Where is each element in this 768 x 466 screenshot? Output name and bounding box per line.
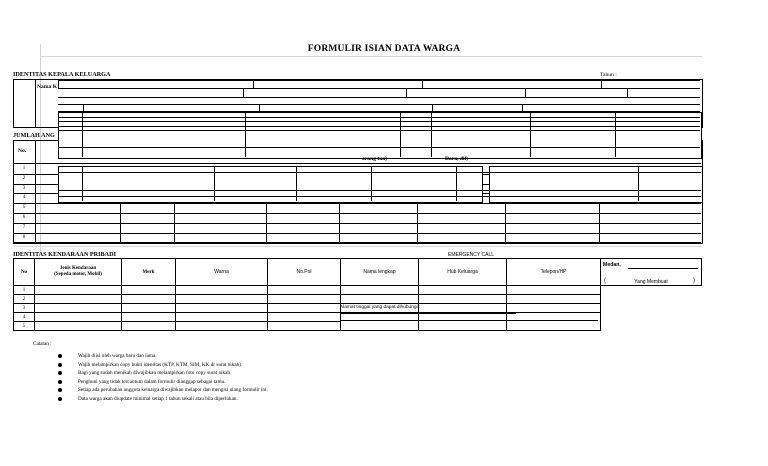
input-cell[interactable] (419, 322, 507, 331)
input-cell[interactable] (176, 286, 268, 295)
anggota-row-line (13, 223, 701, 224)
input-cell[interactable] (268, 304, 341, 313)
tahun-label: Tahun : (600, 72, 617, 78)
input-cell[interactable] (35, 322, 122, 331)
kepala-divider (35, 79, 36, 127)
bullet-icon (58, 388, 62, 392)
emergency-title: EMERGENCY CALL (448, 252, 495, 258)
header-nama: Nama lengkap (341, 259, 419, 286)
input-cell[interactable] (341, 295, 419, 304)
anggota-row-number: 8 (22, 234, 26, 240)
anggota-col-no: No. (18, 148, 27, 154)
row-number[interactable]: 3 (14, 304, 35, 313)
catatan-item: Penghuni yang tidak tercantum dalam formulir dianggap sebagai tamu. (78, 378, 226, 385)
input-cell[interactable] (341, 286, 419, 295)
table-row (14, 295, 702, 304)
input-cell[interactable] (419, 304, 507, 313)
section-title-anggota: JUMLAH ANG (13, 132, 55, 139)
catatan-item: Bagi yang sudah menikah diwajibkan melampirkan foto copy surat nikah. (78, 370, 232, 377)
anggota-row-number: 4 (22, 195, 26, 201)
input-cell[interactable] (419, 286, 507, 295)
anggota-row-line (13, 203, 701, 204)
input-cell[interactable] (35, 313, 122, 322)
header-warna: Warna (176, 259, 268, 286)
catatan-item: Data warga akan diupdate minimal setiap 1 tahun sekali atau bila diperlukan. (78, 396, 238, 402)
input-cell[interactable] (122, 286, 176, 295)
anggota-row-number: 5 (22, 205, 26, 211)
row-number[interactable]: 1 (14, 286, 35, 295)
anggota-row-number: 3 (22, 185, 26, 191)
bullet-icon (58, 397, 62, 401)
input-cell[interactable] (176, 322, 268, 331)
input-cell[interactable] (35, 295, 122, 304)
form-title: FORMULIR ISIAN DATA WARGA (307, 44, 461, 54)
partial-col-b: Dara, dll) (445, 156, 468, 162)
partial-col-a: orang tua) (362, 156, 388, 162)
signature-cell: Medan, Yang Membuat ( ) (601, 259, 702, 286)
table-row (14, 322, 702, 331)
input-cell[interactable] (122, 304, 176, 313)
row-number[interactable]: 4 (14, 313, 35, 322)
anggota-row-number: 1 (22, 166, 26, 171)
header-hub: Hub Keluarga (419, 259, 507, 286)
alamat-label: Alamat tinggal yang dapat dihubungi : (340, 305, 421, 310)
input-cell[interactable] (176, 313, 268, 322)
input-cell[interactable] (122, 313, 176, 322)
anggota-row-line (13, 233, 701, 234)
section-title-kendaraan: IDENTITAS KENDARAAN PRIBADI (13, 251, 117, 258)
bullet-icon (58, 354, 62, 358)
header-telepon: Telepon/HP (507, 259, 601, 286)
input-cell[interactable] (268, 313, 341, 322)
header-jenis: Jenis Kendaraan (Sepeda motor, Mobil) (35, 259, 122, 286)
anggota-row-number: 6 (22, 215, 26, 220)
header-rule (40, 56, 702, 57)
row-number[interactable]: 5 (14, 322, 35, 331)
input-cell[interactable] (507, 304, 601, 313)
input-cell[interactable] (268, 286, 341, 295)
input-cell[interactable] (268, 295, 341, 304)
table-row (14, 286, 702, 295)
anggota-row-line (13, 213, 701, 214)
bullet-icon (58, 380, 62, 384)
nama-label: Nama K (37, 84, 58, 90)
input-cell[interactable] (341, 322, 419, 331)
catatan-item: Wajib diisi oleh warga baru dan lama. (78, 353, 157, 359)
anggota-row-line (13, 242, 701, 243)
input-cell[interactable] (268, 322, 341, 331)
input-cell[interactable] (507, 322, 601, 331)
bullet-icon (58, 363, 62, 367)
row-number[interactable]: 2 (14, 295, 35, 304)
bullet-icon (58, 371, 62, 375)
anggota-row-number: 7 (22, 224, 26, 230)
input-cell[interactable] (507, 295, 601, 304)
overlay-block-a (58, 112, 702, 159)
catatan-label: Catatan : (33, 341, 52, 347)
section-title-kepala: IDENTITAS KEPALA KELUARGA (13, 71, 111, 78)
header-no: No (14, 259, 35, 286)
input-cell[interactable] (122, 295, 176, 304)
input-cell[interactable] (176, 295, 268, 304)
header-nopol: No.Pol (268, 259, 341, 286)
catatan-item: Wajib melampirkan copy bukti identitas (KTP, KTM, SIM, KK dr surat nikah). (78, 361, 243, 368)
input-cell[interactable] (122, 322, 176, 331)
input-cell[interactable] (176, 304, 268, 313)
yang-membuat: Yang Membuat (634, 279, 668, 285)
anggota-row-number: 2 (22, 175, 26, 181)
input-cell[interactable] (419, 295, 507, 304)
input-cell[interactable] (507, 286, 601, 295)
input-cell[interactable] (35, 304, 122, 313)
header-merk: Merk (122, 259, 176, 286)
input-cell[interactable] (35, 286, 122, 295)
catatan-item: Setiap ada perubahan anggota keluarga diwajibkan melapor dan mengisi ulang formulir ini. (78, 387, 268, 394)
